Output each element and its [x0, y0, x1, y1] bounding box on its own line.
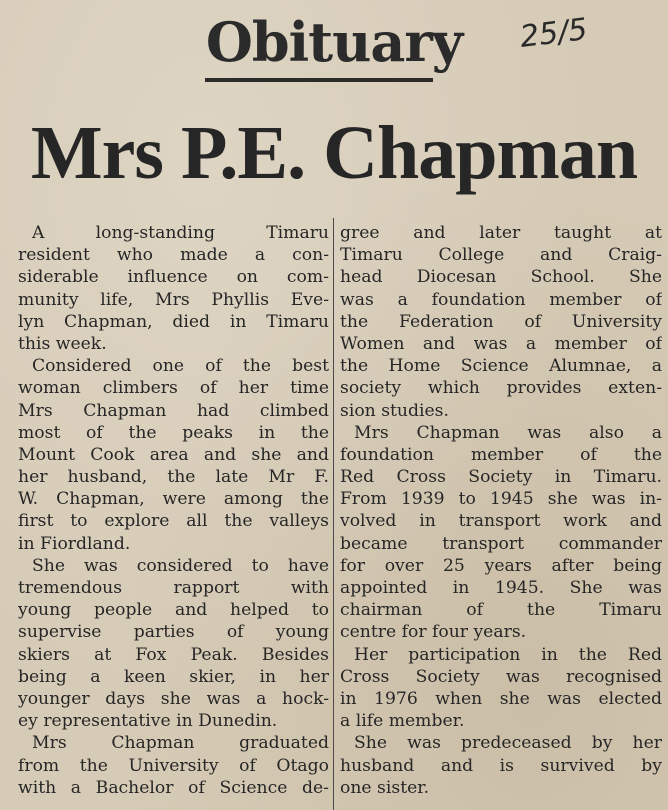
text-line: resident who made a con- [18, 245, 329, 266]
text-line: Mrs Chapman was also a [354, 422, 662, 443]
section-kicker: Obituary [205, 10, 463, 74]
text-line: one sister. [340, 777, 430, 798]
text-line: with a Bachelor of Science de- [18, 777, 329, 798]
text-line: her husband, the late Mr F. [18, 467, 329, 488]
text-line: became transport commander [340, 533, 662, 554]
text-line: munity life, Mrs Phyllis Eve- [18, 289, 329, 310]
text-line: siderable influence on com- [18, 267, 329, 288]
text-line: skiers at Fox Peak. Besides [18, 644, 329, 665]
text-line: Cross Society was recognised [340, 666, 662, 687]
text-line: woman climbers of her time [18, 378, 329, 399]
text-line: society which provides exten- [340, 378, 662, 399]
text-line: in 1976 when she was elected [340, 688, 662, 709]
article-column-left [18, 222, 329, 810]
text-line: first to explore all the valleys [18, 511, 329, 532]
text-line: A long-standing Timaru [32, 223, 329, 243]
column-divider [333, 218, 334, 810]
text-line: head Diocesan School. She [340, 267, 662, 288]
text-line: foundation member of the [340, 444, 662, 465]
text-line: Timaru College and Craig- [340, 245, 662, 266]
text-line: Red Cross Society in Timaru. [340, 467, 662, 488]
text-line: centre for four years. [340, 622, 527, 643]
article-column-right [340, 222, 662, 810]
text-line: for over 25 years after being [340, 555, 662, 576]
text-line: Women and was a member of [340, 333, 662, 354]
text-line: the Home Science Alumnae, a [340, 356, 662, 377]
text-line: lyn Chapman, died in Timaru [18, 311, 329, 332]
text-line: the Federation of University [340, 311, 662, 332]
text-line: ey representative in Dunedin. [18, 711, 278, 732]
text-line: this week. [18, 333, 107, 354]
text-line: gree and later taught at [340, 223, 662, 243]
text-line: She was predeceased by her [354, 733, 662, 754]
text-line: husband and is survived by [340, 755, 662, 776]
text-line: Considered one of the best [32, 356, 329, 377]
text-line: sion studies. [340, 400, 449, 421]
kicker-underline [205, 78, 433, 82]
text-line: a life member. [340, 711, 465, 732]
text-line: Her participation in the Red [354, 644, 662, 665]
handwritten-date: 25/5 [518, 12, 590, 55]
text-line: being a keen skier, in her [18, 666, 329, 687]
text-line: appointed in 1945. She was [340, 578, 662, 598]
text-line: chairman of the Timaru [340, 600, 662, 621]
headline: Mrs P.E. Chapman [30, 111, 638, 195]
text-line: She was considered to have [32, 555, 329, 576]
text-line: was a foundation member of [340, 289, 662, 310]
text-line: W. Chapman, were among the [18, 489, 329, 510]
text-line: From 1939 to 1945 she was in- [340, 489, 662, 510]
text-line: tremendous rapport with [18, 578, 329, 598]
text-line: Mrs Chapman had climbed [18, 400, 329, 421]
text-line: supervise parties of young [18, 622, 329, 643]
text-line: Mrs Chapman graduated [32, 733, 329, 754]
text-line: most of the peaks in the [18, 422, 329, 443]
text-line: volved in transport work and [340, 511, 662, 532]
text-line: Mount Cook area and she and [18, 444, 329, 465]
text-line: young people and helped to [18, 600, 329, 621]
text-line: in Fiordland. [18, 533, 131, 554]
text-line: from the University of Otago [18, 755, 329, 776]
text-line: younger days she was a hock- [18, 688, 329, 709]
